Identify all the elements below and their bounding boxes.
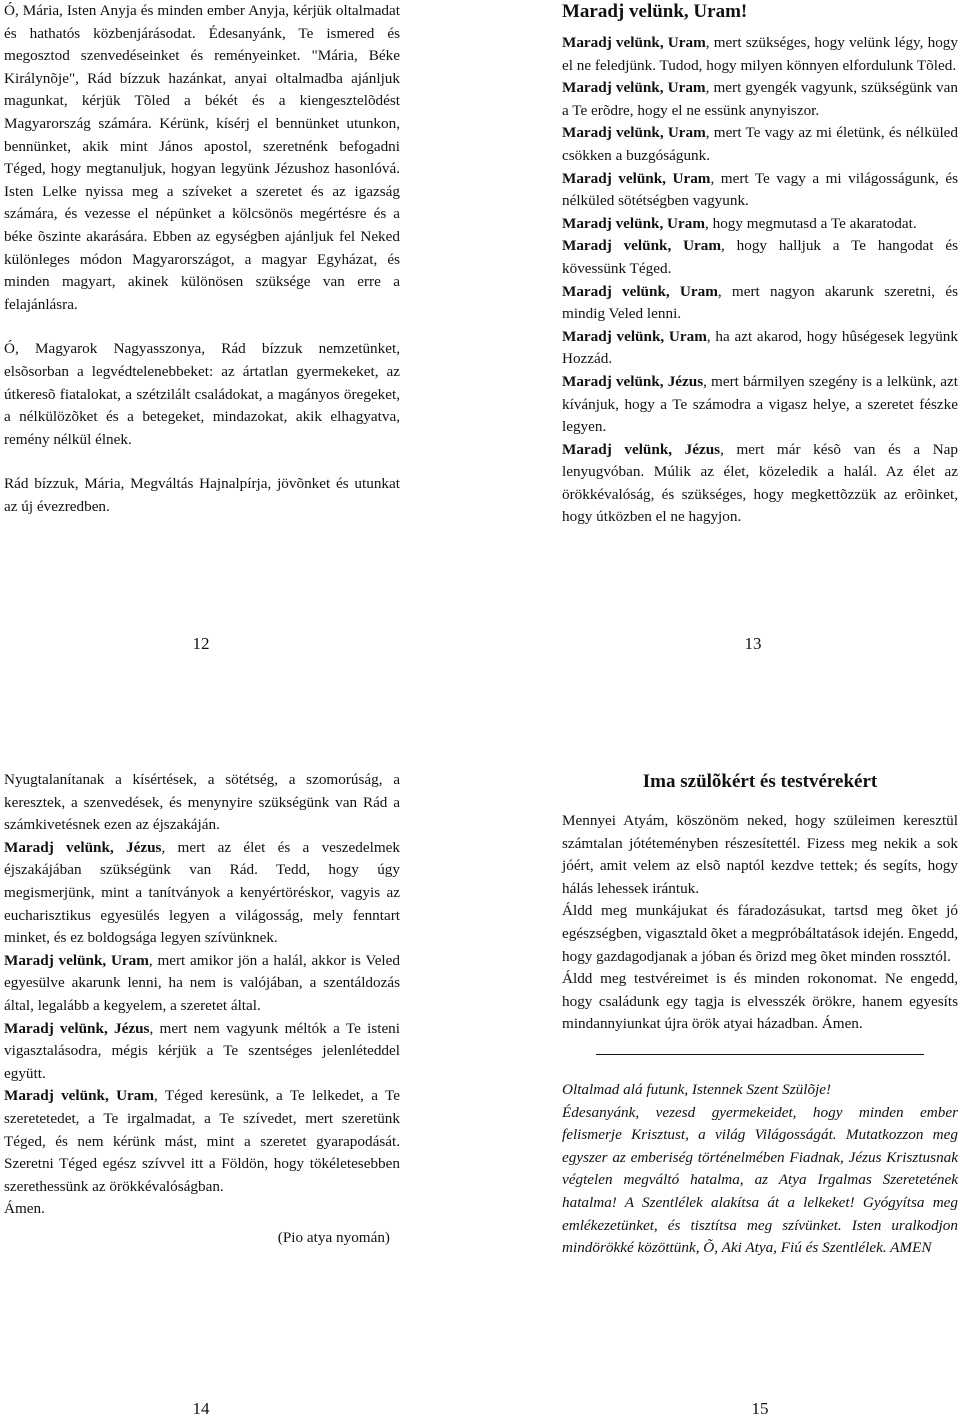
item-text: , mert nem vagyunk méltók a Te isteni vigasztalásodra, mégis kérjük a Te szentséges jelenléteddel együtt. (4, 1019, 400, 1082)
page-14 (4, 769, 400, 1249)
list-item (562, 77, 958, 122)
amen: Ámen. (4, 1200, 45, 1218)
paragraph: Édesanyánk, vezesd gyermekeidet, hogy minden ember felismerje Krisztust, a világ Világosságát. Mutatkozzon meg egyszer az emberiség történelmében Fiadnak, Jézus Krisztusnak végtelen megváltó hatalma, az Atya Irgalmas Szeretetének hatalma! A Szentlélek alakítsa át a lelkeket! Gyógyítsa meg emlékezetünket, és tisztítsa meg szívünket. Isten uralkodjon mindörökké közöttünk, Õ, Aki Atya, Fiú és Szentlélek. AMEN (562, 1103, 958, 1257)
bold-lead: Maradj velünk, Jézus (562, 440, 721, 458)
page-title: Ima szülõkért és testvérekért (642, 771, 878, 792)
list-item (562, 326, 958, 371)
bold-lead: Maradj velünk, Uram (562, 79, 706, 97)
list-item (562, 281, 958, 326)
list-item (562, 439, 958, 529)
item-text: , mert Te vagy a mi világosságunk, és nélküled sötétségben vagyunk. (562, 169, 959, 210)
page-number: 13 (744, 634, 762, 653)
bold-lead: Maradj velünk, Uram (562, 34, 706, 51)
item-text: , Téged keresünk, a Te lelkedet, a Te szeretetedet, a Te irgalmadat, a Te szívedet, mert szeretünk Téged, és nem kérünk mást, mint a szeretet gyarapodását. Szeretni Téged egész szívvel itt a Földön, hogy tökéletesebben szerethessünk az örökkévalóságban. (4, 1087, 400, 1195)
item-text: , hogy halljuk a Te hangodat és kövessünk Téged. (562, 237, 958, 277)
bold-lead: Maradj velünk, Uram (4, 1087, 155, 1105)
item-text: , mert Te vagy az mi életünk, és nélküled csökken a buzgóságunk. (562, 124, 959, 164)
list-item (4, 837, 400, 950)
list-item (562, 213, 958, 236)
list-item (4, 1085, 400, 1198)
paragraph: Rád bízzuk, Mária, Megváltás Hajnalpírja, jövõnket és utunkat az új évezredben. (4, 475, 400, 515)
bold-lead: Maradj velünk, Jézus (4, 1019, 150, 1037)
bold-lead: Maradj velünk, Uram (4, 951, 149, 969)
item-text: , mert gyengék vagyunk, szükségünk van a Te erõdre, hogy el ne essünk anynyiszor. (562, 79, 958, 119)
paragraph: Áldd meg testvéreimet is és minden rokonomat. Ne engedd, hogy családunk egy tagja is elvesszék örökre, hanem egyesíts mindannyiunkat újra örök atyai házadban. Ámen. (562, 970, 958, 1033)
item-text: , hogy megmutasd a Te akaratodat. (705, 214, 917, 232)
list-item (4, 950, 400, 1018)
item-text: , mert nagyon akarunk szeretni, és mindig Veled lenni. (562, 282, 958, 323)
list-item (562, 235, 958, 280)
page-13 (562, 0, 958, 529)
list-item (562, 32, 958, 77)
paragraph: Ó, Mária, Isten Anyja és minden ember Anyja, kérjük oltalmadat és hathatós közbenjárásodat. Édesanyánk, Te ismered és megosztod szenvedéseinket és reményeinket. "Mária, Béke Királynõje", Rád bízzuk hazánkat, anyai oltalmadba ajánljuk magunkat, kérjük Tõled a békét és a kiengesztelõdést Magyarország számára. Kérünk, kísérj el bennünket utunkon, bennünket, akik mint János apostol, szeretnénk befogadni Téged, hogy megtanuljuk, hogyan legyünk Jézushoz hasonlóvá. Isten Lelke nyissa meg a szíveket a szeretet és az igazság számára, és vezesse el népünket a kölcsönös megértésre és a béke õszinte akarására. Ebben az egységben ajánljuk fel Neked különleges módon Magyarországot, a magyar Egyházat, és minden magyart, akinek különösen szüksége van erre a felajánlásra. (4, 2, 400, 313)
bold-lead: Maradj velünk, Uram (562, 327, 707, 345)
page-number: 15 (751, 1399, 769, 1418)
page-12 (4, 0, 400, 518)
paragraph: Oltalmad alá futunk, Istennek Szent Szülõje! (562, 1080, 832, 1098)
paragraph: Ó, Magyarok Nagyasszonya, Rád bízzuk nemzetünket, elsõsorban a legvédtelenebbeket: az ártatlan gyermekeket, az útkeresõ fiatalokat, a szétzilált családokat, a magányos öregeket, a nélkülözõket és a betegeket, mindazokat, akik elhagyatva, remény nélkül élnek. (4, 340, 400, 448)
page-number: 12 (192, 634, 210, 653)
item-text: , ha azt akarod, hogy hûségesek legyünk Hozzád. (562, 327, 958, 368)
page-number: 14 (192, 1399, 210, 1418)
bold-lead: Maradj velünk, Uram (562, 124, 706, 142)
bold-lead: Maradj velünk, Jézus (4, 838, 162, 856)
list-item (562, 168, 958, 213)
paragraph: Áldd meg munkájukat és fáradozásukat, tartsd meg õket jó egészségben, vigasztald õket a megpróbáltatások idején. Engedd, hogy gazdagodjanak a jóban és õrizd meg õket minden rossztól. (562, 902, 959, 965)
list-item (562, 371, 958, 439)
bold-lead: Maradj velünk, Uram (562, 169, 711, 187)
divider (596, 1054, 924, 1055)
bold-lead: Maradj velünk, Uram (562, 282, 718, 300)
item-text: , mert szükséges, hogy velünk légy, hogy el ne feledjünk. Tudod, hogy milyen könnyen elfordulunk Tõled. (562, 34, 958, 74)
list-item (562, 122, 958, 167)
item-text: , mert amikor jön a halál, akkor is Veled egyesülve akarunk lenni, ha nem is valójában, a szentáldozás által, legalább a kegyelem, a szeretet által. (4, 951, 400, 1014)
paragraph: Mennyei Atyám, köszönöm neked, hogy szüleimen keresztül számtalan jótéteményben részesítettél. Fizess meg nekik a sok jóért, amit velem az elsõ naptól kezdve tettek; és segíts, hogy hálás lehessek irántuk. (562, 812, 958, 897)
item-text: , mert az élet és a veszedelmek éjszakájában szükségünk van Rád. Tedd, hogy úgy megismerjünk, mint a tanítványok a kenyértöréskor, vagyis az eucharisztikus egyesülés legyen a világosság, mely fenntart minket, és ez boldogsága legyen szívünknek. (4, 838, 400, 947)
bold-lead: Maradj velünk, Uram (562, 237, 722, 255)
attribution: (Pio atya nyomán) (277, 1228, 390, 1246)
page-15 (562, 769, 958, 1260)
item-text: , mert már késõ van és a Nap lenyugvóban. Múlik az élet, közeledik a halál. Az élet az örökkévalóság, és szükséges, hogy megkettõzzük az erõinket, hogy útközben el ne hagyjon. (562, 440, 959, 526)
bold-lead: Maradj velünk, Jézus (562, 372, 704, 390)
italic-prayer (562, 1079, 958, 1260)
list-item (4, 1018, 400, 1086)
paragraph: Nyugtalanítanak a kísértések, a sötétség, a szomorúság, a keresztek, a szenvedések, és menynyire szükségünk van Rád a számkivetésnek ezen az éjszakáján. (4, 771, 400, 834)
bold-lead: Maradj velünk, Uram (562, 214, 706, 232)
page-title: Maradj velünk, Uram! (562, 1, 748, 22)
item-text: , mert bármilyen szegény is a lelkünk, azt kívánjuk, hogy a Te számodra a vigasz helye, a szeretet fészke legyen. (562, 372, 959, 436)
